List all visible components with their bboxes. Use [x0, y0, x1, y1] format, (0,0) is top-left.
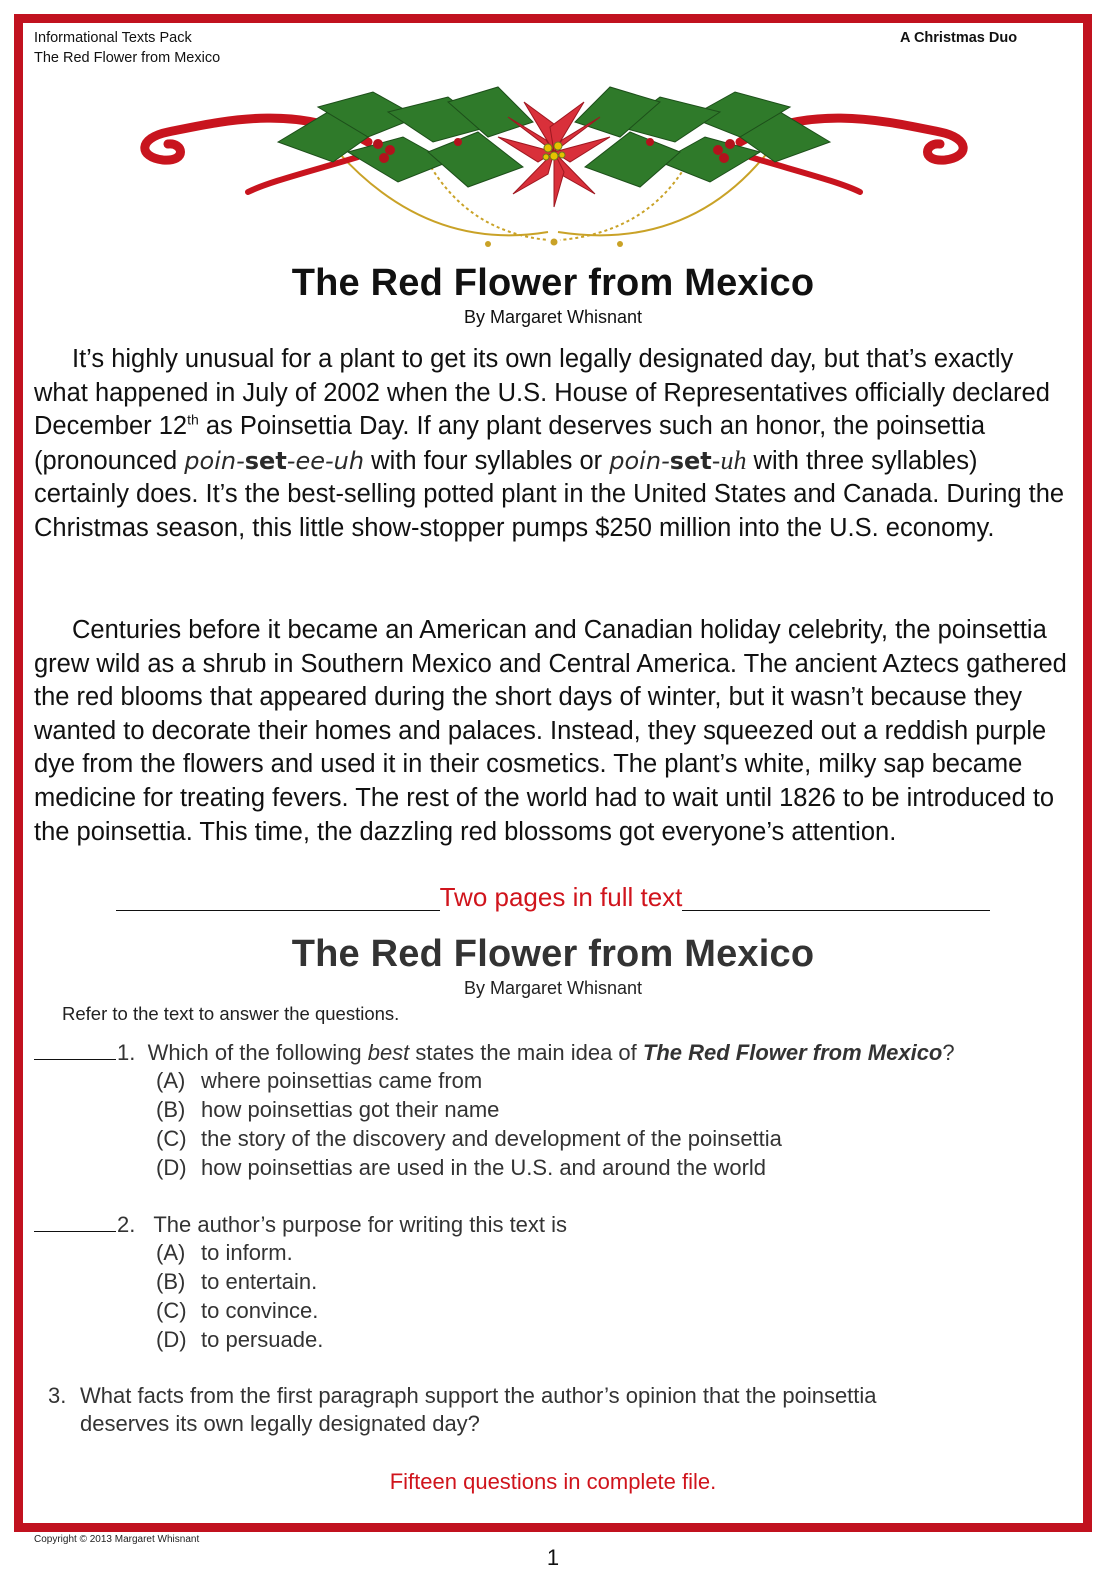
header-subtitle: The Red Flower from Mexico: [34, 50, 221, 66]
quiz-instructions: Refer to the text to answer the questions.: [62, 1003, 400, 1024]
pronunciation-three-syllables: poin-set-uh: [609, 445, 747, 475]
p1-text-d: with three syllables) certainly does. It’s the best-selling potted plant in the United States and Canada. During the Christmas season, this little show-stopper pumps $250 million into the U.S. economy.: [34, 446, 1065, 542]
series-label: A Christmas Duo: [900, 30, 1018, 46]
article-title: The Red Flower from Mexico: [291, 262, 815, 304]
question-2-options: [156, 1238, 323, 1354]
option-b: (B) how poinsettias got their name: [156, 1097, 500, 1122]
question-number: 3.: [48, 1383, 67, 1408]
option-b: (B) to entertain.: [156, 1269, 318, 1294]
p1-superscript: th: [187, 411, 199, 428]
divider-note: Two pages in full text: [439, 882, 683, 912]
option-c: (C) the story of the discovery and development of the poinsettia: [156, 1126, 782, 1151]
page-number: 1: [546, 1545, 560, 1570]
article-paragraph-2: [34, 614, 1074, 849]
question-1: 1. Which of the following best states the main idea of The Red Flower from Mexico?: [34, 1037, 955, 1067]
p1-text-a: It’s highly unusual for a plant to get its own legally designated day, but that’s exactly what happened in July of 2002 when the U.S. House of Representatives officially declared December 12: [34, 345, 1050, 441]
question-3-line-2: deserves its own legally designated day?: [80, 1411, 480, 1436]
question-3-line-1: What facts from the first paragraph support the author’s opinion that the poinsettia: [80, 1383, 877, 1408]
answer-blank-1[interactable]: [34, 1037, 116, 1060]
question-number: 2.: [117, 1212, 136, 1237]
question-2: 2. The author’s purpose for writing this text is: [34, 1209, 567, 1239]
footer-note: Fifteen questions in complete file.: [389, 1469, 717, 1494]
pack-label: Informational Texts Pack: [34, 30, 192, 46]
answer-blank-2[interactable]: [34, 1209, 116, 1232]
quiz-byline: By Margaret Whisnant: [463, 978, 643, 998]
option-a: (A) to inform.: [156, 1240, 293, 1265]
section-divider: [0, 882, 1106, 913]
option-d: (D) to persuade.: [156, 1327, 324, 1352]
poinsettia-garland-illustration: [128, 82, 980, 252]
question-number: 1.: [117, 1040, 136, 1065]
p2-text: Centuries before it became an American and Canadian holiday celebrity, the poinsettia grew wild as a shrub in Southern Mexico and Central America. The ancient Aztecs gathered the red blooms that appeared during the short days of winter, but it wasn’t because they wanted to decorate their homes and palaces. Instead, they squeezed out a reddish purple dye from the flowers and used it in their cosmetics. The plant’s white, milky sap became medicine for treating fevers. The rest of the world had to wait until 1826 to be introduced to the poinsettia. This time, the dazzling red blossoms got everyone’s attention.: [34, 616, 1067, 846]
p1-text-c: with four syllables or: [364, 446, 610, 475]
option-c: (C) to convince.: [156, 1298, 319, 1323]
quiz-title: The Red Flower from Mexico: [291, 933, 815, 975]
question-3: [48, 1382, 1048, 1438]
copyright: Copyright © 2013 Margaret Whisnant: [34, 1534, 200, 1545]
option-a: (A) where poinsettias came from: [156, 1068, 483, 1093]
p1-text-b: as Poinsettia Day. If any plant deserves such an honor, the poinsettia (pronounced: [34, 412, 986, 475]
question-1-options: [156, 1066, 782, 1182]
divider-rule-right: [682, 882, 990, 911]
pronunciation-four-syllables: poin-set-ee-uh: [184, 446, 365, 475]
divider-rule-left: [116, 882, 440, 911]
option-d: (D) how poinsettias are used in the U.S. and around the world: [156, 1155, 767, 1180]
article-paragraph-1: [34, 343, 1074, 546]
article-byline: By Margaret Whisnant: [463, 307, 643, 327]
header-left: [34, 28, 220, 68]
